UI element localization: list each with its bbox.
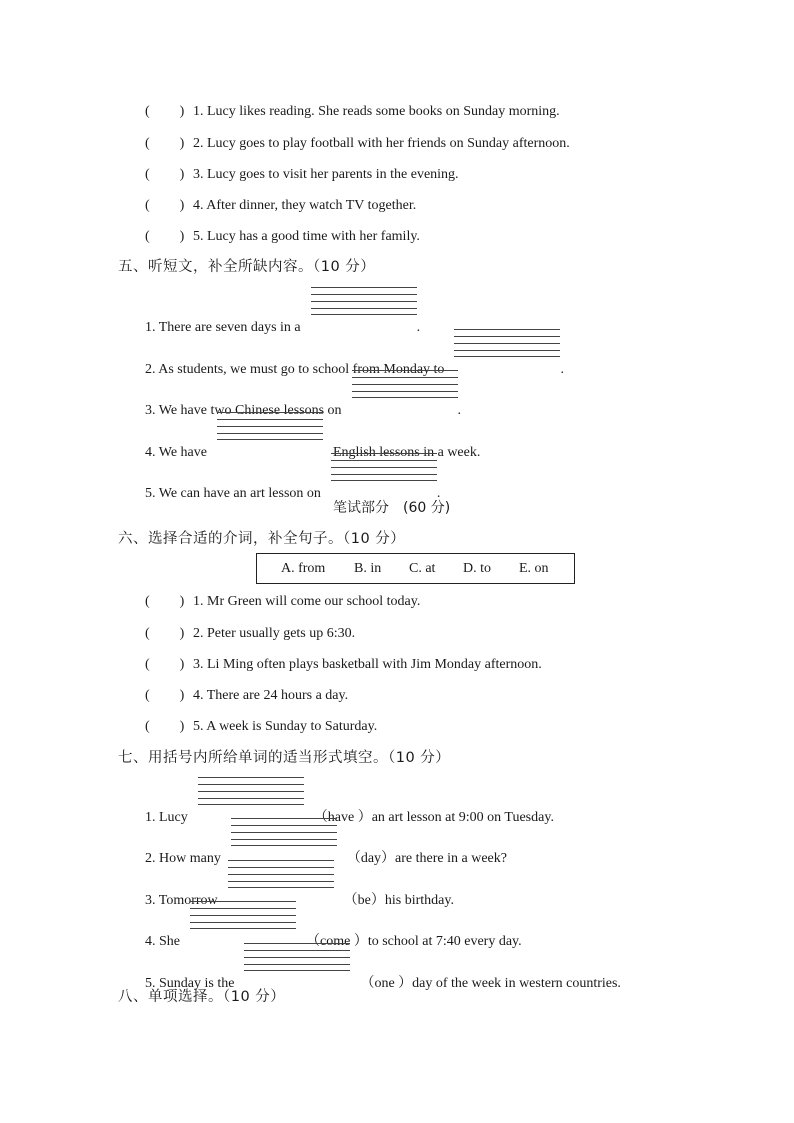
choice-item-1: ( ) 1. Mr Green will come our school today. (145, 594, 421, 609)
choice-item-5: ( ) 5. A week is Sunday to Saturday. (145, 719, 378, 734)
judge-item-2 (145, 135, 570, 153)
fill-item-5-4: 4. We have English lessons in a week. (145, 430, 480, 462)
answer-paren[interactable]: ( ) (145, 198, 185, 213)
answer-blank[interactable] (331, 453, 437, 483)
fill-item-5-2: 2. As students, we must go to school from Monday to . (145, 347, 564, 379)
answer-blank[interactable] (311, 287, 417, 317)
answer-paren[interactable]: ( ) (145, 719, 185, 734)
answer-blank[interactable] (231, 818, 337, 848)
answer-blank[interactable] (190, 901, 296, 931)
preposition-options-box (256, 553, 575, 584)
item-text: 1. Lucy likes reading. She reads some books on Sunday morning. (193, 104, 560, 119)
choice-item-2: ( ) 2. Peter usually gets up 6:30. (145, 626, 356, 641)
word-form-item-1: 1. Lucy （have ）an art lesson at 9:00 on Tuesday. (145, 795, 554, 827)
judge-item-3 (145, 166, 459, 184)
word-form-item-4: 4. She （come ）to school at 7:40 every day. (145, 919, 522, 951)
fill-item-5-3: 3. We have two Chinese lessons on . (145, 388, 461, 420)
answer-blank[interactable] (198, 777, 304, 807)
answer-paren[interactable]: ( ) (145, 167, 185, 182)
option-a: A. from (281, 561, 326, 576)
judge-item-5 (145, 228, 420, 246)
answer-paren[interactable]: ( ) (145, 657, 185, 672)
answer-paren[interactable]: ( ) (145, 104, 185, 119)
item-text: 4. After dinner, they watch TV together. (193, 198, 417, 213)
answer-paren[interactable]: ( ) (145, 594, 185, 609)
choice-item-4: ( ) 4. There are 24 hours a day. (145, 688, 349, 703)
answer-blank[interactable] (228, 860, 334, 890)
section6-title: 六、选择合适的介词，补全句子。（10 分） (118, 531, 406, 547)
item-text: 3. Lucy goes to visit her parents in the evening. (193, 167, 459, 182)
fill-item-5-1: 1. There are seven days in a . (145, 305, 420, 337)
answer-paren[interactable]: ( ) (145, 229, 185, 244)
option-d: D. to (463, 561, 491, 576)
judge-item-1 (145, 103, 560, 121)
word-form-item-3: 3. Tomorrow （be）his birthday. (145, 878, 454, 910)
option-b: B. in (354, 561, 382, 576)
answer-blank[interactable] (454, 329, 560, 359)
answer-paren[interactable]: ( ) (145, 688, 185, 703)
written-part-title: 笔试部分 (60 分) (333, 500, 451, 516)
section7-title: 七、用括号内所给单词的适当形式填空。（10 分） (118, 750, 451, 766)
answer-paren[interactable]: ( ) (145, 136, 185, 151)
answer-blank[interactable] (217, 412, 323, 442)
word-form-item-2: 2. How many （day）are there in a week? (145, 836, 507, 868)
answer-paren[interactable]: ( ) (145, 626, 185, 641)
section8-title: 八、单项选择。（10 分） (118, 989, 286, 1005)
answer-blank[interactable] (244, 943, 350, 973)
item-text: 2. Lucy goes to play football with her friends on Sunday afternoon. (193, 136, 570, 151)
choice-item-3: ( ) 3. Li Ming often plays basketball with Jim Monday afternoon. (145, 657, 542, 672)
judge-item-4 (145, 197, 416, 215)
word-form-item-5: 5. Sunday is the （one ）day of the week in western countries. (145, 961, 621, 993)
option-c: C. at (409, 561, 436, 576)
item-text: 5. Lucy has a good time with her family. (193, 229, 420, 244)
section5-title: 五、听短文，补全所缺内容。（10 分） (118, 259, 376, 275)
answer-blank[interactable] (352, 370, 458, 400)
fill-item-5-5: 5. We can have an art lesson on . (145, 471, 440, 503)
option-e: E. on (519, 561, 549, 576)
